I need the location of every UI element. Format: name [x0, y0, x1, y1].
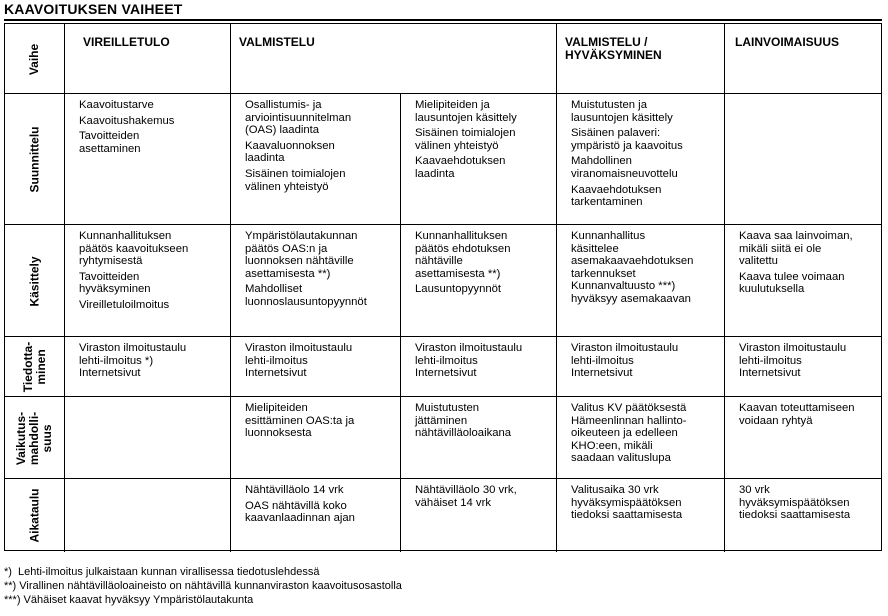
- cell-text: Nähtävilläolo 30 vrk, vähäiset 14 vrk: [415, 484, 517, 509]
- row-label-text: Käsittely: [27, 255, 42, 307]
- table-row-divider: [5, 93, 881, 94]
- table-cell: [79, 342, 186, 383]
- cell-text: Vireilletuloilmoitus: [79, 298, 170, 311]
- table-cell: [79, 230, 188, 315]
- cell-text: Sisäinen toimialojen välinen yhteistyö: [245, 167, 346, 193]
- page-title: KAAVOITUKSEN VAIHEET: [4, 1, 183, 17]
- cell-text: Kaavaluonnoksen laadinta: [245, 139, 335, 165]
- footnote-1: *) Lehti-ilmoitus julkaistaan kunnan virallisessa tiedotuslehdessä: [4, 566, 320, 578]
- table-cell: [739, 484, 850, 525]
- table-cell: [739, 342, 846, 383]
- cell-text: Kaavaehdotuksen laadinta: [415, 155, 506, 180]
- cell-text: Viraston ilmoitustaulu lehti-ilmoitus Internetsivut: [571, 342, 679, 380]
- cell-text: Mielipiteiden ja lausuntojen käsittely: [415, 99, 517, 124]
- cell-text: Kunnanhallitus käsittelee asemakaavaehdotuksen tarkennukset Kunnanvaltuusto ***) hyväksyy asemakaavan: [571, 230, 694, 305]
- footnote-3: ***) Vähäiset kaavat hyväksyy Ympäristölautakunta: [4, 594, 254, 606]
- table-cell: [415, 230, 510, 299]
- row-label: [5, 225, 65, 337]
- cell-text: Tavoitteiden asettaminen: [79, 130, 141, 155]
- cell-text: Mielipiteiden esittäminen OAS:ta ja luonnoksesta: [245, 402, 355, 440]
- row-label: [5, 479, 65, 552]
- phases-table: [4, 23, 882, 551]
- row-label-text: Tiedotta- minen: [20, 341, 48, 393]
- cell-text: Viraston ilmoitustaulu lehti-ilmoitus *) Internetsivut: [79, 342, 187, 380]
- cell-text: Kaava saa lainvoiman, mikäli siitä ei ole valitettu: [739, 230, 853, 268]
- cell-text: Kaavoitustarve: [79, 99, 154, 111]
- cell-text: Valitusaika 30 vrk hyväksymispäätöksen tiedoksi saattamisesta: [571, 484, 683, 522]
- table-cell: [245, 484, 355, 528]
- cell-text: Viraston ilmoitustaulu lehti-ilmoitus Internetsivut: [739, 342, 847, 380]
- cell-text: Kunnanhallituksen päätös kaavoitukseen ryhtymisestä: [79, 230, 189, 268]
- table-cell: [571, 484, 682, 525]
- cell-text: Sisäinen toimialojen välinen yhteistyö: [415, 127, 516, 152]
- cell-text: Muistutusten jättäminen nähtävilläoloaikana: [415, 402, 512, 440]
- table-cell: [245, 342, 352, 383]
- table-cell: [739, 230, 853, 299]
- footnote-2: **) Virallinen nähtävilläoloaineisto on nähtävillä kunnanviraston kaavoitusosastolla: [4, 580, 402, 592]
- column-header-vireilletulo: VIREILLETULO: [83, 35, 170, 49]
- table-cell: [79, 99, 174, 158]
- table-cell: [415, 484, 517, 512]
- table-cell: [245, 230, 367, 312]
- cell-text: Osallistumis- ja arviointisuunnitelman (OAS) laadinta: [245, 99, 352, 137]
- cell-text: Tavoitteiden hyväksyminen: [79, 270, 151, 296]
- row-label-text: Aikataulu: [27, 488, 42, 543]
- cell-text: Viraston ilmoitustaulu lehti-ilmoitus Internetsivut: [245, 342, 353, 380]
- cell-text: Kunnanhallituksen päätös ehdotuksen nähtäville asettamisesta **): [415, 230, 511, 280]
- table-cell: [739, 402, 855, 430]
- cell-text: Kaavan toteuttamiseen voidaan ryhtyä: [739, 402, 855, 427]
- table-cell: [571, 99, 683, 212]
- cell-text: OAS nähtävillä koko kaavanlaadinnan ajan: [245, 499, 355, 525]
- table-cell: [415, 342, 522, 383]
- row-label-text: Vaikutus- mahdolli- suus: [14, 411, 55, 465]
- table-column-divider: [724, 24, 725, 552]
- table-cell: [571, 342, 678, 383]
- table-column-divider: [556, 24, 557, 552]
- cell-text: Sisäinen palaveri: ympäristö ja kaavoitus: [571, 127, 683, 152]
- table-row-divider: [5, 396, 881, 397]
- cell-text: Viraston ilmoitustaulu lehti-ilmoitus Internetsivut: [415, 342, 523, 380]
- row-label: [5, 94, 65, 225]
- cell-text: Mahdollinen viranomaisneuvottelu: [571, 155, 678, 180]
- column-header-valmistelu: VALMISTELU: [239, 35, 315, 49]
- cell-text: Kaavoitushakemus: [79, 114, 175, 127]
- column-header-valmistelu-hyvaksyminen: VALMISTELU / HYVÄKSYMINEN: [565, 35, 662, 62]
- row-label: [5, 337, 65, 397]
- table-column-divider: [400, 94, 401, 552]
- cell-text: Muistutusten ja lausuntojen käsittely: [571, 99, 673, 124]
- row-label: [5, 397, 65, 479]
- table-cell: [571, 402, 687, 468]
- table-column-divider: [230, 24, 231, 552]
- table-cell: [415, 99, 517, 184]
- cell-text: Lausuntopyynnöt: [415, 283, 502, 296]
- cell-text: Valitus KV päätöksestä Hämeenlinnan hallinto- oikeuteen ja edelleen KHO:een, mikäli saadaan valituslupa: [571, 402, 687, 465]
- table-row-divider: [5, 336, 881, 337]
- title-underline: [4, 19, 882, 21]
- row-label-text: Suunnittelu: [27, 126, 42, 193]
- cell-text: Kaavaehdotuksen tarkentaminen: [571, 183, 662, 209]
- row-header-vaihe: [5, 24, 65, 94]
- cell-text: Mahdolliset luonnoslausuntopyynnöt: [245, 283, 367, 308]
- column-header-lainvoimaisuus: LAINVOIMAISUUS: [735, 35, 840, 49]
- cell-text: Kaava tulee voimaan kuulutuksella: [739, 270, 845, 296]
- table-row-divider: [5, 478, 881, 479]
- table-cell: [245, 402, 354, 443]
- cell-text: 30 vrk hyväksymispäätöksen tiedoksi saattamisesta: [739, 484, 851, 522]
- table-cell: [571, 230, 693, 309]
- cell-text: Nähtävilläolo 14 vrk: [245, 484, 344, 496]
- table-cell: [245, 99, 351, 196]
- row-header-label: Vaihe: [27, 43, 42, 75]
- table-cell: [415, 402, 511, 443]
- table-row-divider: [5, 224, 881, 225]
- cell-text: Ympäristölautakunnan päätös OAS:n ja luonnoksen nähtäville asettamisesta **): [245, 230, 358, 280]
